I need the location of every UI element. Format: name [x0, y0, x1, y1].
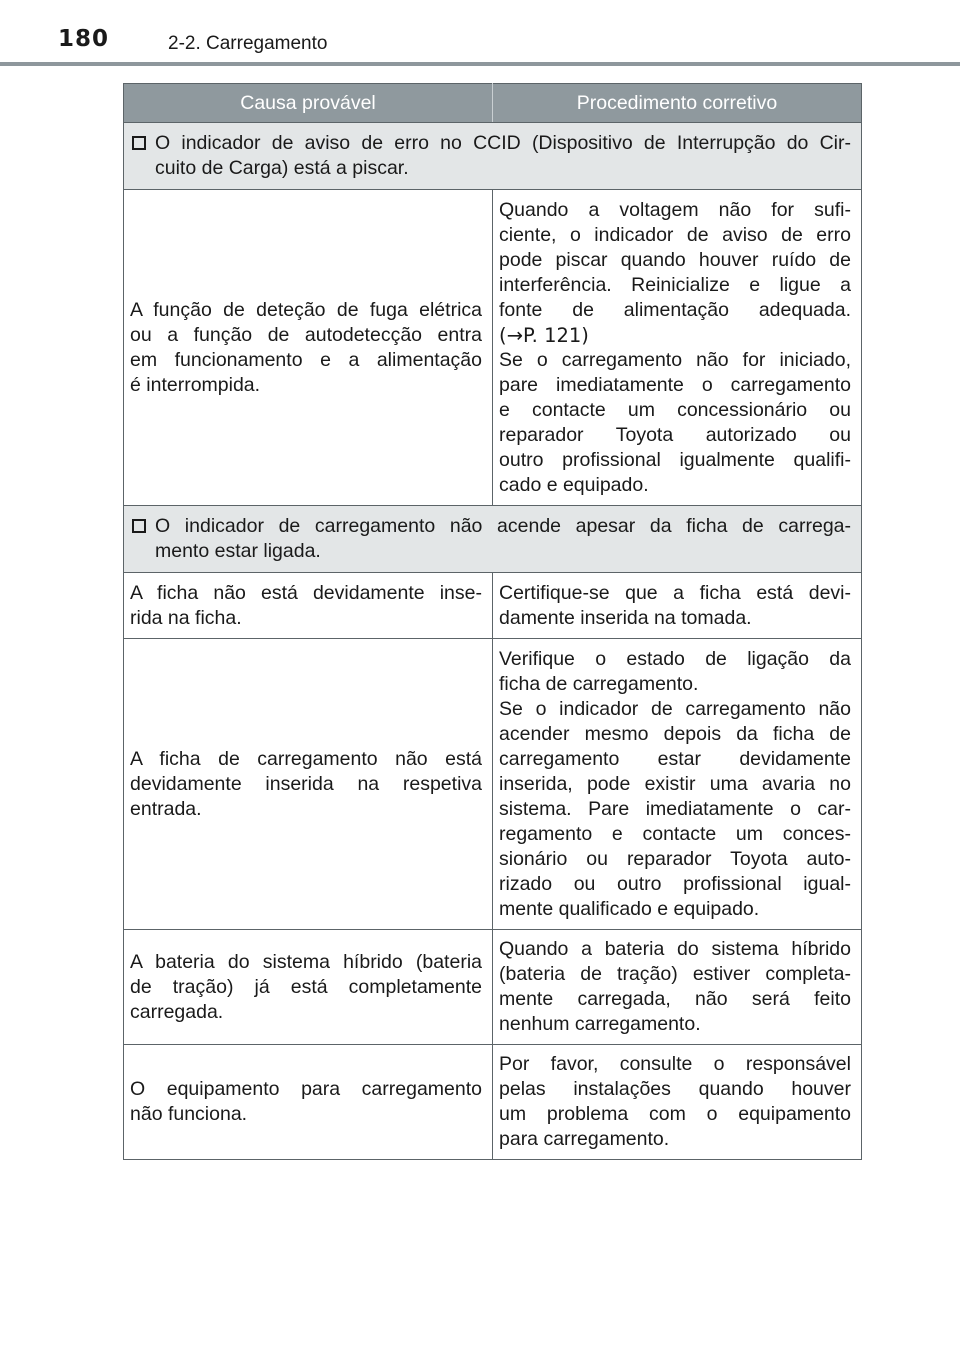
page-header — [0, 0, 960, 70]
cause-cell: A ficha não está devidamente inse- rida na ficha. — [124, 573, 493, 639]
table-row — [124, 639, 862, 930]
cause-cell: A bateria do sistema híbrido (bateria de tração) já está completamente carregada. — [124, 930, 493, 1045]
section-cell — [124, 123, 862, 190]
cause-cell: A função de deteção de fuga elétrica ou a função de autodetecção entra em funcionamento e a alimentação é interrompida. — [124, 190, 493, 506]
cause-cell: O equipamento para carregamento não funciona. — [124, 1045, 493, 1160]
procedure-cell: Quando a voltagem não for sufi- ciente, o indicador de aviso de erro pode piscar quando houver ruído de interferência. Reinicialize e ligue a fonte de alimentação adequada. (→P. 121) Se o carregamento não for iniciado, pare imediatamente o carregamento e contacte um concessionário ou reparador Toyota autorizado ou outro profissional igualmente qualifi- cado e equipado. — [493, 190, 862, 506]
section-title-text: O indicador de carregamento não acende apesar da ficha de carrega- mento estar ligada. — [155, 515, 851, 562]
page-number: 180 — [58, 26, 110, 52]
cause-cell: A ficha de carregamento não está devidamente inserida na respetiva entrada. — [124, 639, 493, 930]
column-header-cause: Causa provável — [124, 84, 493, 123]
section-cell — [124, 506, 862, 573]
checkbox-icon — [132, 519, 146, 533]
checkbox-icon — [132, 136, 146, 150]
procedure-cell: Verifique o estado de ligação da ficha de carregamento. Se o indicador de carregamento não acender mesmo depois da ficha de carregamento estar devidamente inserida, pode existir uma avaria no sistema. Pare imediatamente o car- regamento e contacte um conces- sionário ou reparador Toyota auto- rizado ou outro profissional igual- mente qualificado e equipado. — [493, 639, 862, 930]
section-title: 2-2. Carregamento — [168, 33, 328, 54]
table-row — [124, 1045, 862, 1160]
procedure-cell: Quando a bateria do sistema híbrido (bateria de tração) estiver completa- mente carregada, não será feito nenhum carregamento. — [493, 930, 862, 1045]
section-row — [124, 123, 862, 190]
section-row — [124, 506, 862, 573]
table-header-row — [124, 84, 862, 123]
column-header-procedure: Procedimento corretivo — [493, 84, 862, 123]
section-title-text: O indicador de aviso de erro no CCID (Dispositivo de Interrupção do Cir- cuito de Carga) está a piscar. — [155, 132, 851, 179]
page-reference: (→P. 121) — [499, 323, 589, 347]
table-row — [124, 190, 862, 506]
table-row — [124, 930, 862, 1045]
troubleshooting-table — [123, 83, 862, 1160]
table-row — [124, 573, 862, 639]
procedure-cell: Certifique-se que a ficha está devi- damente inserida na tomada. — [493, 573, 862, 639]
header-rule — [0, 62, 960, 66]
procedure-cell: Por favor, consulte o responsável pelas instalações quando houver um problema com o equipamento para carregamento. — [493, 1045, 862, 1160]
